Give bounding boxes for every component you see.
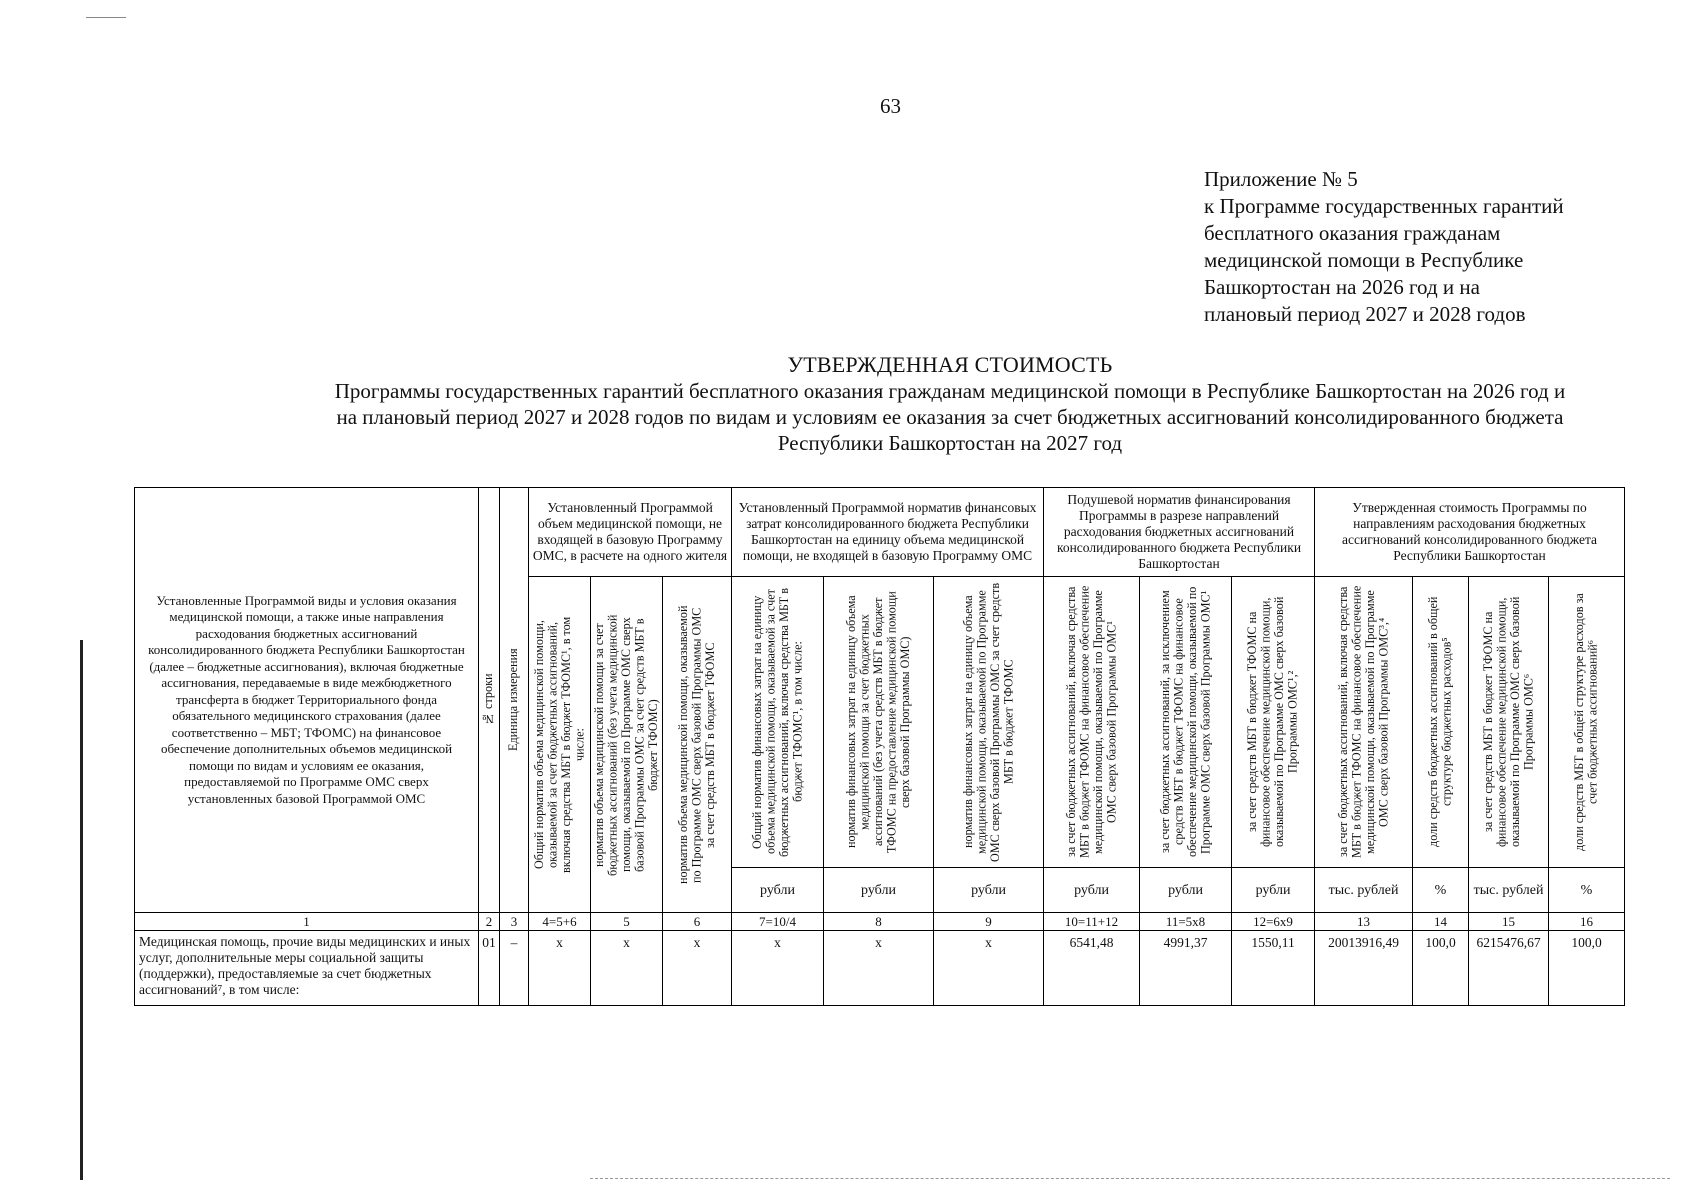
column-number: 2 — [479, 913, 500, 931]
appendix-line: медицинской помощи в Республике — [1204, 248, 1524, 272]
column-number: 13 — [1315, 913, 1413, 931]
column-number: 10=11+12 — [1044, 913, 1140, 931]
unit-cell: рубли — [732, 868, 824, 913]
page-number: 63 — [880, 94, 901, 118]
column-number: 7=10/4 — [732, 913, 824, 931]
document-title — [250, 352, 1650, 456]
scan-bottom-line — [590, 1178, 1670, 1179]
unit-cell: рубли — [824, 868, 934, 913]
data-cell: x — [934, 931, 1044, 1006]
scan-margin-line — [80, 640, 83, 1180]
data-cell: 6215476,67 — [1469, 931, 1549, 1006]
subheader-col-4: Общий норматив объема медицинской помощи, оказываемой за счет бюджетных ассигнований, включая средства МБТ в бюджет ТФОМС¹, в том числе: — [529, 577, 591, 913]
subheader-col-6: норматив объема медицинской помощи, оказываемой по Программе ОМС сверх базовой Программы ОМС за счет средств МБТ в бюджет ТФОМС — [663, 577, 732, 913]
data-cell: x — [529, 931, 591, 1006]
row-label: Медицинская помощь, прочие виды медицинских и иных услуг, дополнительные меры социальной защиты (поддержки), предоставляемые за счет бюджетных ассигнований⁷, в том числе: — [135, 931, 479, 1006]
column-number: 11=5x8 — [1140, 913, 1232, 931]
group-header-volume: Установленный Программой объем медицинской помощи, не входящей в базовую Программу ОМС, в расчете на одного жителя — [529, 488, 732, 577]
appendix-line: Приложение № 5 — [1204, 167, 1358, 191]
subheader-col-8: норматив финансовых затрат на единицу объема медицинской помощи за счет бюджетных ассигнований (без учета средств МБТ в бюджет ТФОМС на предоставление медицинской помощи сверх базовой Программы ОМС) — [824, 577, 934, 868]
subheader-col-14: доли средств бюджетных ассигнований в общей структуре бюджетных расходов⁵ — [1413, 577, 1469, 868]
data-cell: 6541,48 — [1044, 931, 1140, 1006]
unit-cell: тыс. рублей — [1469, 868, 1549, 913]
column-number: 3 — [500, 913, 529, 931]
data-cell: 4991,37 — [1140, 931, 1232, 1006]
column-number: 8 — [824, 913, 934, 931]
column-number: 4=5+6 — [529, 913, 591, 931]
group-header-approved-cost: Утвержденная стоимость Программы по направлениям расходования бюджетных ассигнований консолидированного бюджета Республики Башкортостан — [1315, 488, 1625, 577]
unit-cell: тыс. рублей — [1315, 868, 1413, 913]
data-cell: x — [591, 931, 663, 1006]
unit-cell: рубли — [1232, 868, 1315, 913]
appendix-line: к Программе государственных гарантий — [1204, 194, 1564, 218]
subheader-col-9: норматив финансовых затрат на единицу объема медицинской помощи, оказываемой по Программе ОМС сверх базовой Программы ОМС за счет средств МБТ в бюджет ТФОМС — [934, 577, 1044, 868]
title-main: УТВЕРЖДЕННАЯ СТОИМОСТЬ — [787, 352, 1113, 377]
table-row — [135, 931, 1625, 1006]
title-line: Республики Башкортостан на 2027 год — [777, 431, 1123, 455]
header-unit: Единица измерения — [500, 488, 529, 913]
unit-cell: % — [1413, 868, 1469, 913]
column-number: 12=6x9 — [1232, 913, 1315, 931]
title-line: Программы государственных гарантий бесплатного оказания гражданам медицинской помощи в Республике Башкортостан на 2026 год и — [334, 379, 1566, 403]
appendix-line: бесплатного оказания гражданам — [1204, 221, 1501, 245]
row-number-cell: 01 — [479, 931, 500, 1006]
appendix-line: плановый период 2027 и 2028 годов — [1204, 302, 1526, 326]
data-cell: x — [663, 931, 732, 1006]
column-number: 1 — [135, 913, 479, 931]
scan-mark — [86, 17, 126, 18]
unit-cell: рубли — [934, 868, 1044, 913]
subheader-col-7: Общий норматив финансовых затрат на единицу объема медицинской помощи, оказываемой за счет бюджетных ассигнований, включая средства МБТ в бюджет ТФОМС¹, в том числе: — [732, 577, 824, 868]
data-cell: 1550,11 — [1232, 931, 1315, 1006]
group-header-cost-norm: Установленный Программой норматив финансовых затрат консолидированного бюджета Республики Башкортостан на единицу объема медицинской помощи, не входящей в базовую Программу ОМС — [732, 488, 1044, 577]
subheader-col-13: за счет бюджетных ассигнований, включая средства МБТ в бюджет ТФОМС на финансовое обеспечение медицинской помощи, оказываемой по Программе ОМС сверх базовой Программы ОМС³,⁴ — [1315, 577, 1413, 868]
cost-table — [134, 487, 1625, 1006]
unit-cell: % — [1549, 868, 1625, 913]
subheader-col-12: за счет средств МБТ в бюджет ТФОМС на финансовое обеспечение медицинской помощи, оказываемой по Программе ОМС сверх базовой Программы ОМС¹,² — [1232, 577, 1315, 868]
subheader-col-16: доли средств МБТ в общей структуре расходов за счет бюджетных ассигнований⁶ — [1549, 577, 1625, 868]
group-header-per-capita: Подушевой норматив финансирования Программы в разрезе направлений расходования бюджетных ассигнований консолидированного бюджета Республики Башкортостан — [1044, 488, 1315, 577]
subheader-col-15: за счет средств МБТ в бюджет ТФОМС на финансовое обеспечение медицинской помощи, оказываемой по Программе ОМС сверх базовой Программы ОМС⁶ — [1469, 577, 1549, 868]
data-cell: x — [824, 931, 934, 1006]
header-service-type: Установленные Программой виды и условия оказания медицинской помощи, а также иные направления расходования бюджетных ассигнований консолидированного бюджета Республики Башкортостан (далее – бюджетные ассигнования), включая бюджетные ассигнования, передаваемые в виде межбюджетного трансферта в бюджет Территориального фонда обязательного медицинского страхования (далее соответственно – МБТ; ТФОМС) на финансовое обеспечение дополнительных объемов медицинской помощи по видам и условиям ее оказания, предоставляемой по Программе ОМС сверх установленных базовой Программой ОМС — [135, 488, 479, 913]
subheader-col-11: за счет бюджетных ассигнований, за исключением средств МБТ в бюджет ТФОМС на финансовое обеспечение медицинской помощи, оказываемой по Программе ОМС сверх базовой Программы ОМС¹ — [1140, 577, 1232, 868]
column-number: 6 — [663, 913, 732, 931]
unit-value-cell: – — [500, 931, 529, 1006]
column-number: 15 — [1469, 913, 1549, 931]
subheader-col-5: норматив объема медицинской помощи за счет бюджетных ассигнований (без учета медицинской помощи, оказываемой по Программе ОМС сверх базовой Программы ОМС за счет средств МБТ в бюджет ТФОМС) — [591, 577, 663, 913]
data-cell: 100,0 — [1549, 931, 1625, 1006]
column-number: 5 — [591, 913, 663, 931]
unit-cell: рубли — [1044, 868, 1140, 913]
data-cell: x — [732, 931, 824, 1006]
appendix-note — [1204, 166, 1564, 328]
column-number: 16 — [1549, 913, 1625, 931]
appendix-line: Башкортостан на 2026 год и на — [1204, 275, 1480, 299]
column-number: 14 — [1413, 913, 1469, 931]
data-cell: 100,0 — [1413, 931, 1469, 1006]
header-row-number: № строки — [479, 488, 500, 913]
unit-cell: рубли — [1140, 868, 1232, 913]
data-cell: 20013916,49 — [1315, 931, 1413, 1006]
title-line: на плановый период 2027 и 2028 годов по видам и условиям ее оказания за счет бюджетных ассигнований консолидированного бюджета — [336, 405, 1564, 429]
subheader-col-10: за счет бюджетных ассигнований, включая средства МБТ в бюджет ТФОМС на финансовое обеспечение медицинской помощи, оказываемой по Программе ОМС сверх базовой Программы ОМС¹ — [1044, 577, 1140, 868]
column-number: 9 — [934, 913, 1044, 931]
